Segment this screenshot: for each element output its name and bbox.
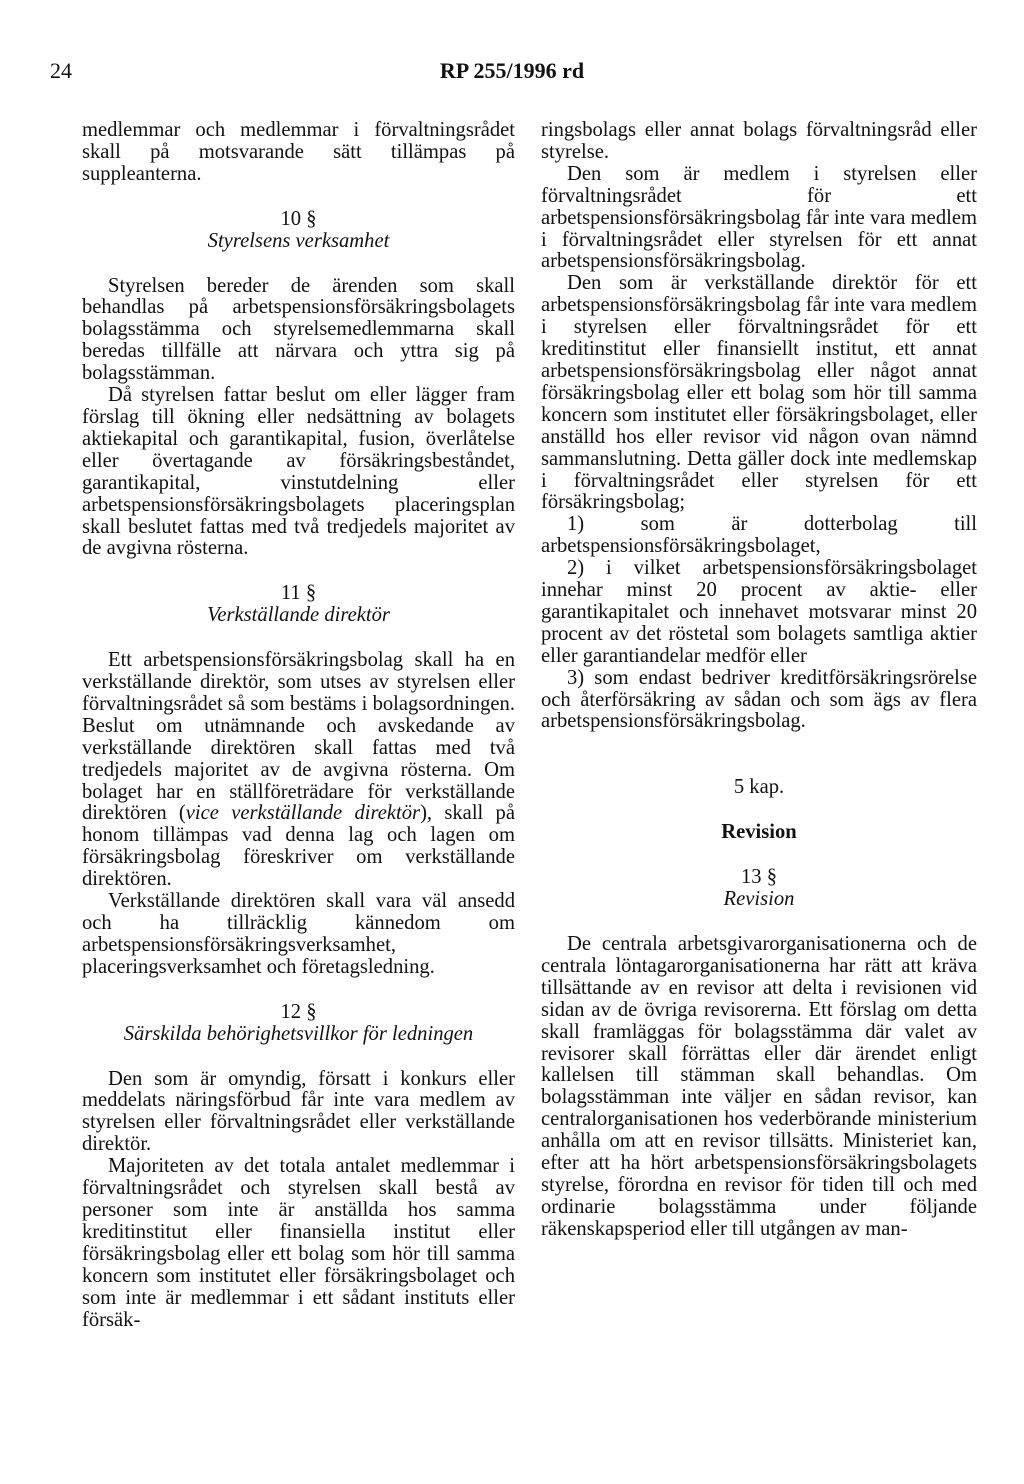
document-reference: RP 255/1996 rd: [439, 58, 585, 83]
section-13-title: Revision: [723, 888, 795, 911]
section-12-number: 12 §: [280, 1000, 317, 1023]
page-number: 24: [50, 58, 72, 83]
section-10-paragraph-2: Då styrelsen fattar beslut om eller lägger fram förslag till ökning eller nedsättning av bolagets aktiekapital och garantikapital, fusion, överlåtelse eller övertagande av försäkringsbeståndet, garantikapital, vinstutdelning eller arbetspensionsförsäkringsbolagets placeringsplan skall beslutet fattas med två tredjedels majoritet av de avgivna rösterna.: [82, 384, 515, 560]
list-item: 3) som endast bedriver kreditförsäkringsrörelse och återförsäkring av sådan och som ägs av flera arbetspensionsförsäkringsbolag.: [541, 666, 977, 733]
section-11-title: Verkställande direktör: [207, 604, 390, 627]
intro-paragraph: medlemmar och medlemmar i förvaltningsrådet skall på motsvarande sätt tillämpas på suppleanterna.: [82, 119, 515, 185]
section-12-paragraph-2: Majoriteten av det totala antalet medlemmar i förvaltningsrådet och styrelsen skall bestå av personer som inte är anställda hos samma kreditinstitut eller finansiella institut eller försäkringsbolag eller ett bolag som hör till samma koncern som institutet eller försäkringsbolaget och som inte är medlemmar i ett sådant instituts eller försäk-: [82, 1155, 515, 1331]
continuation-paragraph: ringsbolags eller annat bolags förvaltningsråd eller styrelse.: [541, 119, 977, 163]
section-13-number: 13 §: [740, 866, 778, 889]
left-column: [82, 120, 515, 1331]
section-11-paragraph-1: Ett arbetspensionsförsäkringsbolag skall ha en verkställande direktör, som utses av styrelsen eller förvaltningsrådet så som bestäms i bolagsordningen. Beslut om utnämnande och avskedande av verkställande direktören skall fattas med två tredjedels majoritet av de avgivna rösterna. Om bolaget har en ställföreträdare för verkställande direktören (vice verkställande direktör), skall på honom tillämpas vad denna lag och lagen om försäkringsbolag föreskriver om verkställande direktören.: [82, 649, 515, 891]
section-10-title: Styrelsens verksamhet: [207, 229, 390, 252]
chapter-title: Revision: [721, 821, 797, 844]
section-12-title: Särskilda behörighetsvillkor för ledningen: [123, 1022, 474, 1045]
vice-director-term: vice verkställande direktör: [185, 802, 421, 825]
section-12-paragraph-1: Den som är omyndig, försatt i konkurs eller meddelats näringsförbud får inte vara medlem av styrelsen eller förvaltningsrådet eller verkställande direktör.: [82, 1067, 515, 1156]
right-paragraph-3: Den som är verkställande direktör för ett arbetspensionsförsäkringsbolag får inte vara medlem i styrelsen eller förvaltningsrådet för ett kreditinstitut eller finansiellt institut, ett annat arbetspensionsförsäkringsbolag eller något annat försäkringsbolag eller ett bolag som hör till samma koncern som institutet eller försäkringsbolaget, eller anställd hos eller revisor vid någon ovan nämnd sammanslutning. Detta gäller dock inte medlemskap i förvaltningsrådet eller styrelsen för ett försäkringsbolag;: [541, 272, 977, 514]
section-10-number: 10 §: [280, 207, 317, 230]
right-paragraph-2: Den som är medlem i styrelsen eller förvaltningsrådet för ett arbetspensionsförsäkringsbolag får inte vara medlem i förvaltningsrådet eller styrelsen för ett annat arbetspensionsförsäkringsbolag.: [541, 162, 977, 273]
chapter-number: 5 kap.: [733, 776, 785, 799]
section-11-paragraph-2: Verkställande direktören skall vara väl ansedd och ha tillräcklig kännedom om arbetspensionsförsäkringsverksamhet, placeringsverksamhet och företagsledning.: [82, 890, 515, 978]
right-column: [541, 120, 977, 1241]
list-item: 1) som är dotterbolag till arbetspensionsförsäkringsbolaget,: [541, 513, 977, 558]
section-10-paragraph-1: Styrelsen bereder de ärenden som skall behandlas på arbetspensionsförsäkringsbolagets bolagsstämma och styrelsemedlemmarna skall beredas tillfälle att närvara och yttra sig på bolagsstämman.: [82, 274, 515, 385]
section-11-number: 11 §: [280, 582, 317, 605]
list-item: 2) i vilket arbetspensionsförsäkringsbolaget innehar minst 20 procent av aktie- eller garantikapitalet och innehavet motsvarar minst 20 procent av det röstetal som bolagets samtliga aktier eller garantiandelar medför eller: [541, 557, 977, 667]
section-13-paragraph-1: De centrala arbetsgivarorganisationerna och de centrala löntagarorganisationerna har rätt att kräva tillsättande av en revisor att delta i revisionen vid sidan av de övriga revisorerna. Ett förslag om detta skall framläggas för bolagsstämma där valet av revisorer skall förrättas eller där ärendet enligt kallelsen till stämman skall behandlas. Om bolagsstämman inte väljer en sådan revisor, kan centralorganisationen hos vederbörande ministerium anhålla om att en revisor tillsätts. Ministeriet kan, efter att ha hört arbetspensionsförsäkringsbolagets styrelse, förordna en revisor för tiden till och med ordinarie bolagsstämma under följande räkenskapsperiod eller till utgången av man-: [541, 933, 977, 1240]
